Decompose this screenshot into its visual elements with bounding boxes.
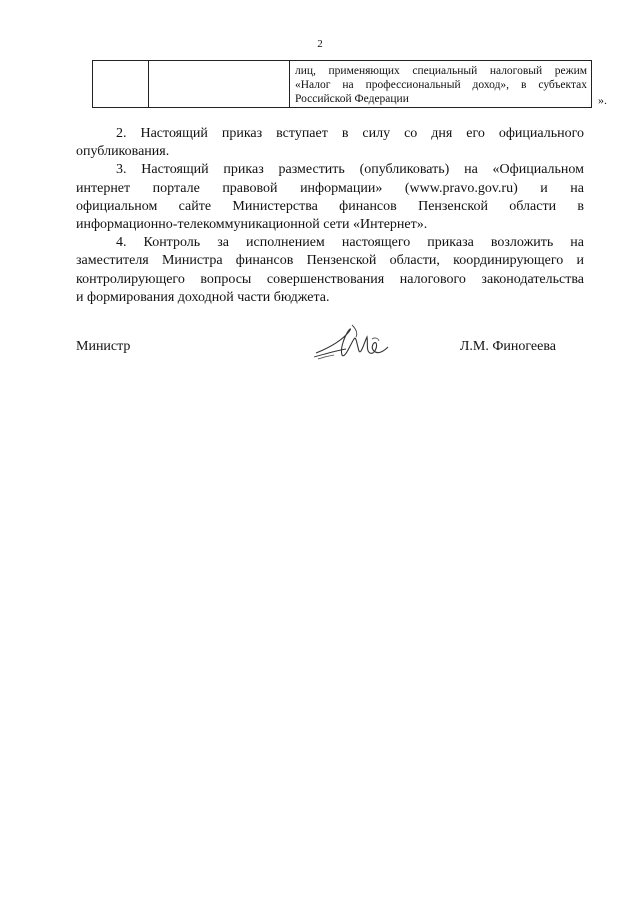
clause-line: интернет портале правовой информации» (www.pravo.gov.ru) и на xyxy=(76,180,584,196)
signature-block xyxy=(76,339,556,369)
clause-line: заместителя Министра финансов Пензенской области, координирующего и xyxy=(76,253,584,269)
table-cell-line: Российской Федерации xyxy=(295,93,409,105)
table-fragment xyxy=(92,60,592,108)
clause-line: 3. Настоящий приказ разместить (опубликовать) на «Официальном xyxy=(116,162,584,178)
page-number: 2 xyxy=(317,38,323,50)
table-cell-line: «Налог на профессиональный доход», в субъектах xyxy=(295,79,587,91)
table-column-divider xyxy=(148,61,149,107)
clause-line: и формирования доходной части бюджета. xyxy=(76,289,330,305)
signer-title: Министр xyxy=(76,339,131,354)
clause-line: 4. Контроль за исполнением настоящего приказа возложить на xyxy=(116,235,584,251)
handwritten-signature-icon xyxy=(312,321,394,367)
signer-name: Л.М. Финогеева xyxy=(459,339,556,354)
order-clauses xyxy=(76,125,584,307)
table-column-divider xyxy=(289,61,290,107)
clause-line: 2. Настоящий приказ вступает в силу со дня его официального xyxy=(116,126,584,141)
table-cell-text xyxy=(295,64,587,106)
clause-line: контролирующего вопросы совершенствования налогового законодательства xyxy=(76,271,584,287)
clause-line: официальном сайте Министерства финансов Пензенской области в xyxy=(76,198,584,214)
clause-line: опубликования. xyxy=(76,144,170,160)
closing-quote: ». xyxy=(598,93,607,107)
clause-line: информационно-телекоммуникационной сети «Интернет». xyxy=(76,217,428,233)
table-cell-line: лиц, применяющих специальный налоговый режим xyxy=(295,65,587,77)
